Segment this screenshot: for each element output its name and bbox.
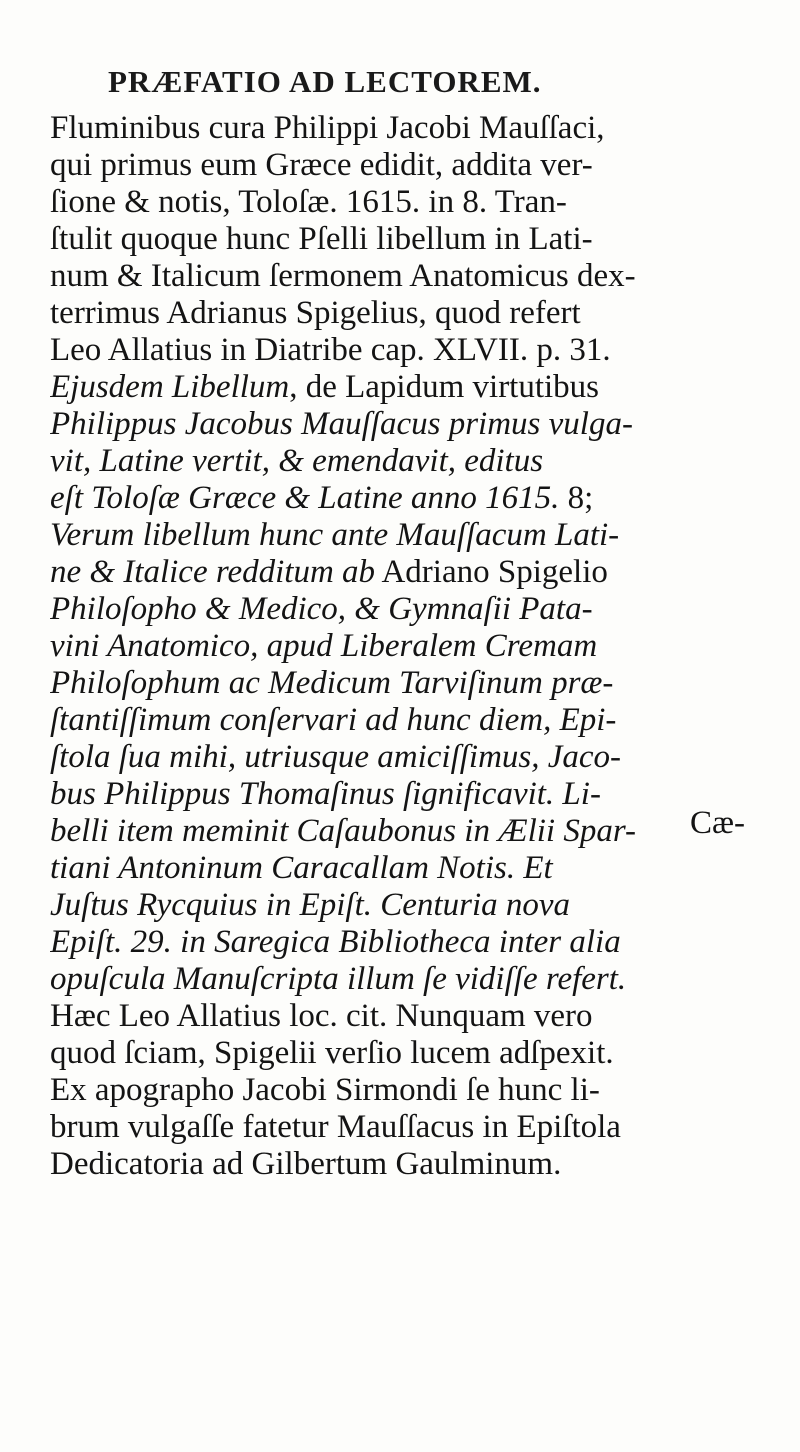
line-11-roman: 8; — [559, 480, 594, 516]
text-line-22: Juſtus Rycquius in Epiſt. Centuria nova — [50, 887, 571, 923]
text-line-5: num & Italicum ſermonem Anatomicus dex- — [50, 258, 636, 294]
text-line-3: ſione & notis, Toloſæ. 1615. in 8. Tran- — [50, 184, 567, 220]
line-8-italic: Ejusdem Libellum — [50, 369, 290, 405]
text-line-15: vini Anatomico, apud Liberalem Cremam — [50, 628, 598, 664]
line-11-italic: eſt Toloſæ Græce & Latine anno 1615. — [50, 480, 560, 516]
text-line-27: Ex apographo Jacobi Sirmondi ſe hunc li- — [50, 1072, 600, 1108]
text-line-10: vit, Latine vertit, & emendavit, editus — [50, 443, 544, 479]
text-line-25: Hæc Leo Allatius loc. cit. Nunquam vero — [50, 998, 593, 1034]
text-line-11 — [50, 480, 780, 517]
text-line-20: belli item meminit Caſaubonus in Ælii Spar- — [50, 813, 636, 849]
text-line-13 — [50, 554, 780, 591]
text-line-17: ſtantiſſimum conſervari ad hunc diem, Epi- — [50, 702, 617, 738]
text-line-16: Philoſophum ac Medicum Tarviſinum præ- — [50, 665, 614, 701]
text-line-28: brum vulgaſſe fatetur Mauſſacus in Epiſtola — [50, 1109, 621, 1145]
text-line-9: Philippus Jacobus Mauſſacus primus vulga- — [50, 406, 633, 442]
text-line-7: Leo Allatius in Diatribe cap. XLVII. p. 31. — [50, 332, 611, 368]
body-text — [50, 110, 780, 1183]
text-line-26: quod ſciam, Spigelii verſio lucem adſpexit. — [50, 1035, 614, 1071]
text-line-12: Verum libellum hunc ante Mauſſacum Lati- — [50, 517, 620, 553]
text-line-14: Philoſopho & Medico, & Gymnaſii Pata- — [50, 591, 593, 627]
text-line-19: bus Philippus Thomaſinus ſignificavit. Li- — [50, 776, 601, 812]
text-line-6: terrimus Adrianus Spigelius, quod refert — [50, 295, 581, 331]
line-13-roman: Adriano Spigelio — [375, 554, 608, 590]
text-line-8 — [50, 369, 780, 406]
catchword: Cæ- — [690, 805, 746, 841]
text-line-29: Dedicatoria ad Gilbertum Gaulminum. — [50, 1146, 562, 1182]
text-line-1: Fluminibus cura Philippi Jacobi Mauſſaci, — [50, 110, 605, 146]
line-8-roman: , de Lapidum virtutibus — [289, 369, 600, 405]
line-13-italic: ne & Italice redditum ab — [50, 554, 376, 590]
text-line-4: ſtulit quoque hunc Pſelli libellum in Lati- — [50, 221, 593, 257]
running-head: PRÆFATIO AD LECTOREM. — [108, 64, 542, 99]
text-line-21: tiani Antoninum Caracallam Notis. Et — [50, 850, 553, 886]
text-line-2: qui primus eum Græce edidit, addita ver- — [50, 147, 593, 183]
text-line-23: Epiſt. 29. in Saregica Bibliotheca inter alia — [50, 924, 621, 960]
text-line-18: ſtola ſua mihi, utriusque amiciſſimus, Jaco- — [50, 739, 622, 775]
text-line-24: opuſcula Manuſcripta illum ſe vidiſſe refert. — [50, 961, 627, 997]
